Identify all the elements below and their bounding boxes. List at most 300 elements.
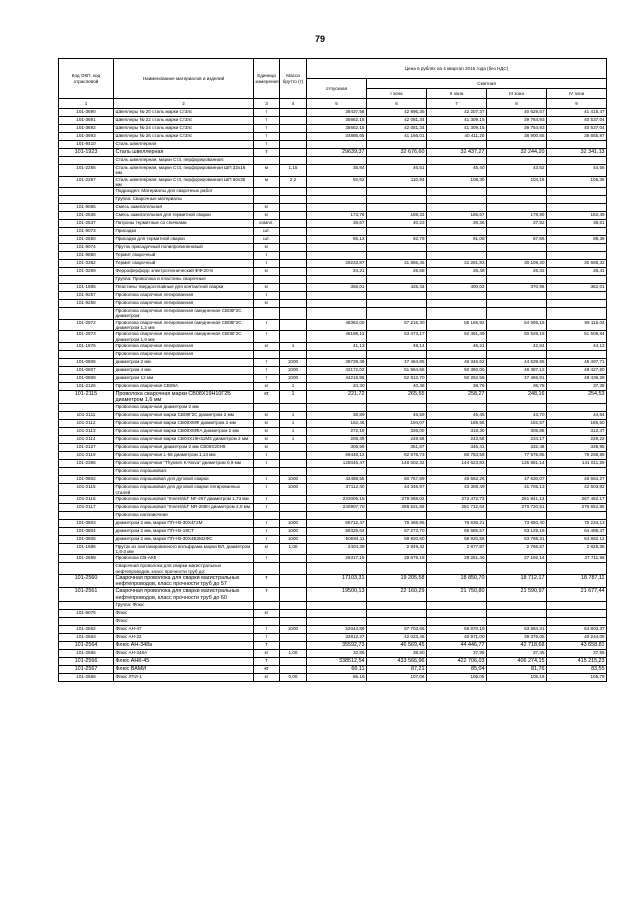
row-mass (280, 236, 307, 244)
row-name: Проволока сварочная марки СВ08Х19Н10Г2Б диаметром 1,6 мм (114, 390, 254, 403)
row-zone-4-price (547, 350, 607, 358)
row-zone-3-price: 73 650,40 (487, 519, 547, 527)
row-unit: кг (254, 382, 280, 390)
row-zone-3-price: 81,76 (487, 665, 547, 673)
table-row (59, 149, 607, 157)
row-unit: т (254, 555, 280, 563)
row-mass (280, 300, 307, 308)
row-name: Подраздел: Материалы для сварочных работ (114, 188, 254, 196)
row-release-price: 272,19 (307, 428, 367, 436)
row-code: 101-2537 (59, 220, 114, 228)
row-zone-1-price: 44 346,97 (367, 484, 427, 496)
row-name: Группа: Флюс (114, 601, 254, 609)
table-row (59, 503, 607, 511)
row-zone-4-price: 48 654,27 (547, 476, 607, 484)
row-name: Флюс АН-348а (114, 641, 254, 649)
table-row (59, 176, 607, 188)
row-zone-1-price (367, 204, 427, 212)
row-release-price: 45198,13 (307, 331, 367, 343)
row-code: 101-1876 (59, 342, 114, 350)
row-zone-1-price (367, 196, 427, 204)
row-code: 101-9880 (59, 252, 114, 260)
row-release-price: 29639,37 (307, 149, 367, 157)
row-zone-4-price: 27 711,96 (547, 555, 607, 563)
table-row (59, 625, 607, 633)
row-release-price (307, 308, 367, 320)
row-name: диаметром 4 мм (114, 366, 254, 374)
row-release-price (307, 468, 367, 476)
row-zone-2-price: 28 251,46 (427, 555, 487, 563)
row-mass (280, 511, 307, 519)
row-mass (280, 157, 307, 165)
row-zone-2-price: 42 207,37 (427, 109, 487, 117)
header-name: Наименование материалов и изделий (114, 59, 254, 99)
table-row (59, 601, 607, 609)
row-zone-3-price: 43,70 (487, 412, 547, 420)
row-zone-3-price: 43,52 (487, 165, 547, 177)
row-unit: шт. (254, 228, 280, 236)
row-release-price: 34886,65 (307, 133, 367, 141)
table-row (59, 665, 607, 673)
row-name: Проволока сварочная СВ08А (114, 382, 254, 390)
row-zone-1-price: 249,58 (367, 436, 427, 444)
row-name: Смесь зажигательная для термитной сварки (114, 212, 254, 220)
row-unit: т (254, 117, 280, 125)
row-code: 101-2111 (59, 412, 114, 420)
row-code: 101-2366 (59, 460, 114, 468)
row-name: Флюс: (114, 617, 254, 625)
row-zone-2-price (427, 204, 487, 212)
row-zone-4-price: 32 341,13 (547, 149, 607, 157)
row-unit: кг (254, 300, 280, 308)
row-code: 101-2973 (59, 331, 114, 343)
row-unit: кг (254, 420, 280, 428)
row-zone-3-price: 38 900,55 (487, 133, 547, 141)
row-zone-2-price: 345,41 (427, 444, 487, 452)
row-zone-4-price (547, 157, 607, 165)
row-code: 101-2550 (59, 236, 114, 244)
row-zone-1-price (367, 609, 427, 617)
header-zone-4: IV зона (547, 89, 607, 99)
row-zone-4-price: 105,79 (547, 673, 607, 681)
row-unit: кг (254, 436, 280, 444)
row-code: 101-1586 (59, 543, 114, 555)
row-release-price (307, 511, 367, 519)
row-name: Проволока порошковая: (114, 468, 254, 476)
row-unit: кг (254, 543, 280, 555)
row-zone-2-price: 43 308,49 (427, 484, 487, 496)
row-release-price: 162,46 (307, 420, 367, 428)
row-zone-3-price (487, 196, 547, 204)
row-zone-2-price: 46,21 (427, 342, 487, 350)
row-code: 101-2561 (59, 588, 114, 601)
row-zone-1-price (367, 511, 427, 519)
row-name: Проволока сварочная марки СВ08ХМФ диаметром 2 мм (114, 420, 254, 428)
row-code: 101-2564 (59, 641, 114, 649)
table-row (59, 276, 607, 284)
row-code: 101-1885 (59, 284, 114, 292)
row-code: 101-3690 (59, 109, 114, 117)
header-price-group: Цена в рублях на 4 квартал 2015 года (без НДС) (307, 59, 607, 79)
row-release-price: 19500,13 (307, 588, 367, 601)
row-name: диаметром 2 мм, марки ПП-Нп-30Х4В2М2ФС (114, 535, 254, 543)
row-name: Проволока сварочная легированная (114, 292, 254, 300)
table-row (59, 574, 607, 587)
row-name: Проволока порошковая "Innershld" NR-208H диаметром 2,0 мм (114, 503, 254, 511)
row-code: 101-2115 (59, 390, 114, 403)
row-release-price: 356,01 (307, 284, 367, 292)
row-release-price: 92,62 (307, 176, 367, 188)
row-release-price (307, 404, 367, 412)
row-code (59, 350, 114, 358)
row-mass: 1 (280, 436, 307, 444)
row-zone-2-price: 55 166,92 (427, 319, 487, 331)
row-zone-4-price: 42 603,82 (547, 484, 607, 496)
column-number: 7 (427, 99, 487, 109)
row-name: Проволока сварочная диаметром 2 мм (114, 404, 254, 412)
row-zone-2-price: 422 706,03 (427, 657, 487, 665)
row-zone-1-price: 433 566,96 (367, 657, 427, 665)
table-row (59, 292, 607, 300)
row-zone-4-price: 40 537,04 (547, 117, 607, 125)
row-zone-2-price: 58 920,58 (427, 535, 487, 543)
row-zone-4-price: 276 552,85 (547, 503, 607, 511)
row-release-price (307, 609, 367, 617)
row-code: 101-0804 (59, 527, 114, 535)
table-row (59, 308, 607, 320)
row-zone-4-price (547, 228, 607, 236)
column-number: 9 (547, 99, 607, 109)
row-zone-2-price (427, 157, 487, 165)
row-name: Флюс ЛТИ-1 (114, 673, 254, 681)
row-code: 101-9258 (59, 300, 114, 308)
table-row (59, 165, 607, 177)
row-name: Пластины твердосплавные для контактной сварки (114, 284, 254, 292)
row-zone-1-price: 107,06 (367, 673, 427, 681)
row-zone-3-price: 234,17 (487, 436, 547, 444)
row-name: Группа: Проволока и пластины сварочные (114, 276, 254, 284)
row-zone-4-price: 239,22 (547, 436, 607, 444)
row-name: Сталь швеллерная, марки Ст3, перфорированная ШП 60х35 мм (114, 176, 254, 188)
table-row (59, 374, 607, 382)
row-code: 101-2114 (59, 436, 114, 444)
row-zone-2-price: 45,45 (427, 412, 487, 420)
row-name: Сталь швеллерная (114, 149, 254, 157)
row-zone-2-price: 281 712,64 (427, 503, 487, 511)
row-code (59, 196, 114, 204)
row-release-price: 42498,55 (307, 476, 367, 484)
row-zone-3-price (487, 350, 547, 358)
table-row (59, 428, 607, 436)
row-zone-4-price: 39 655,87 (547, 133, 607, 141)
row-mass (280, 468, 307, 476)
row-unit (254, 157, 280, 165)
row-zone-3-price: 135 881,14 (487, 460, 547, 468)
row-mass (280, 260, 307, 268)
row-name: Проволока сварочная "Thyssen K-Nova" диаметром 0,9 мм (114, 460, 254, 468)
row-zone-1-price: 53 473,17 (367, 331, 427, 343)
row-mass (280, 503, 307, 511)
row-name: Проволока сварочная L-56 диаметром 1,14 мм (114, 452, 254, 460)
row-name: Швеллеры № 26 сталь марки Ст3пс (114, 133, 254, 141)
row-zone-2-price (427, 228, 487, 236)
row-code (59, 404, 114, 412)
row-release-price: 85,12 (307, 236, 367, 244)
row-name: Швеллеры № 24 сталь марки Ст3пс (114, 125, 254, 133)
row-zone-1-price: 59 820,50 (367, 535, 427, 543)
row-zone-3-price (487, 276, 547, 284)
row-zone-1-price: 194,07 (367, 420, 427, 428)
row-zone-1-price: 42 896,35 (367, 109, 427, 117)
header-zone-2: II зона (427, 89, 487, 99)
row-name: диаметром 2 мм, марки ПП-Нп-30Х4Г2М (114, 519, 254, 527)
row-mass (280, 188, 307, 196)
row-zone-3-price (487, 601, 547, 609)
row-zone-2-price: 41 309,15 (427, 117, 487, 125)
table-row (59, 109, 607, 117)
header-zone-1: I зона (367, 89, 427, 99)
table-row (59, 382, 607, 390)
row-zone-1-price: 148 002,32 (367, 460, 427, 468)
row-release-price (307, 196, 367, 204)
row-release-price: 36,67 (307, 220, 367, 228)
table-row (59, 268, 607, 276)
row-zone-4-price (547, 300, 607, 308)
row-unit: т (254, 535, 280, 543)
row-code (59, 617, 114, 625)
row-zone-4-price: 312,47 (547, 428, 607, 436)
row-unit (254, 601, 280, 609)
row-zone-4-price: 182,49 (547, 212, 607, 220)
row-unit: т (254, 125, 280, 133)
row-zone-3-price (487, 228, 547, 236)
row-zone-3-price: 53 765,31 (487, 535, 547, 543)
row-zone-2-price: 50 350,06 (427, 366, 487, 374)
row-mass: 1000 (280, 625, 307, 633)
row-unit: т (254, 641, 280, 649)
row-name: Проволока сварочная легированная омедненная СВ08Г2С диаметром 1,2 мм (114, 319, 254, 331)
row-zone-1-price: 2 949,42 (367, 543, 427, 555)
row-name: Проволока порошковая для дуговой сварки (114, 476, 254, 484)
row-zone-4-price (547, 196, 607, 204)
row-zone-4-price: 75 234,13 (547, 519, 607, 527)
column-number: 4 (280, 99, 307, 109)
row-release-price: 306,99 (307, 444, 367, 452)
row-zone-4-price: 267 482,17 (547, 495, 607, 503)
row-zone-3-price: 37,45 (487, 649, 547, 657)
row-mass (280, 555, 307, 563)
table-row (59, 495, 607, 503)
row-zone-4-price: 43 658,81 (547, 641, 607, 649)
row-unit: м (254, 176, 280, 188)
row-zone-3-price (487, 617, 547, 625)
row-release-price (307, 300, 367, 308)
table-row (59, 358, 607, 366)
row-zone-1-price (367, 617, 427, 625)
row-release-price: 56325,64 (307, 527, 367, 535)
row-unit (254, 276, 280, 284)
row-name: Пруток присадочный полипропиленовый (114, 244, 254, 252)
row-zone-1-price (367, 308, 427, 320)
row-zone-3-price (487, 563, 547, 575)
row-unit: кг (254, 284, 280, 292)
row-name: Сварочная проволока для сварки магистральных нефтепроводов, класс прочности труб до: (114, 563, 254, 575)
row-release-price: 208,39 (307, 436, 367, 444)
row-code: 101-2562 (59, 625, 114, 633)
row-unit: кг (254, 342, 280, 350)
row-zone-1-price: 40,23 (367, 220, 427, 228)
row-release-price: 24,21 (307, 268, 367, 276)
row-release-price (307, 601, 367, 609)
row-zone-2-price: 39,36 (427, 220, 487, 228)
table-row (59, 436, 607, 444)
row-mass: 1000 (280, 527, 307, 535)
column-number: 6 (367, 99, 427, 109)
table-row (59, 228, 607, 236)
row-zone-3-price: 332,48 (487, 444, 547, 452)
table-row (59, 484, 607, 496)
row-zone-3-price (487, 252, 547, 260)
table-row (59, 141, 607, 149)
row-unit: т (254, 260, 280, 268)
row-zone-1-price: 57 216,30 (367, 319, 427, 331)
price-table-body (59, 109, 607, 682)
row-mass (280, 452, 307, 460)
row-zone-2-price: 46 346,62 (427, 358, 487, 366)
row-release-price: 173,76 (307, 212, 367, 220)
row-zone-1-price (367, 276, 427, 284)
table-row (59, 555, 607, 563)
row-zone-3-price: 30 109,30 (487, 260, 547, 268)
row-zone-2-price (427, 617, 487, 625)
row-mass (280, 601, 307, 609)
row-unit: кг (254, 444, 280, 452)
row-mass: 1,00 (280, 649, 307, 657)
row-zone-2-price: 318,30 (427, 428, 487, 436)
row-release-price (307, 563, 367, 575)
row-unit: компл. (254, 220, 280, 228)
row-name: Сталь швеллерная, марки Ст3, перфорированная ШП 32х16 мм (114, 165, 254, 177)
row-code: 101-9410 (59, 141, 114, 149)
row-zone-2-price: 80 783,58 (427, 452, 487, 460)
row-zone-3-price: 39 764,93 (487, 125, 547, 133)
row-zone-1-price: 26,68 (367, 268, 427, 276)
row-zone-2-price: 50 252,58 (427, 374, 487, 382)
row-zone-2-price (427, 141, 487, 149)
row-zone-4-price: 48 436,28 (547, 374, 607, 382)
row-zone-1-price: 46,59 (367, 412, 427, 420)
row-zone-3-price: 77 575,85 (487, 452, 547, 460)
row-name: Флюс ВАМИ (114, 665, 254, 673)
column-number: 5 (307, 99, 367, 109)
row-zone-2-price: 40 971,00 (427, 633, 487, 641)
price-table (58, 58, 607, 682)
row-unit: м (254, 165, 280, 177)
row-zone-3-price: 270 720,51 (487, 503, 547, 511)
table-row (59, 617, 607, 625)
row-mass: 1,00 (280, 543, 307, 555)
row-zone-3-price: 32 244,20 (487, 149, 547, 157)
row-zone-1-price (367, 157, 427, 165)
row-unit: т (254, 657, 280, 665)
row-zone-3-price: 37,82 (487, 220, 547, 228)
row-code (59, 308, 114, 320)
row-name: Швеллеры № 22 сталь марки Ст3пс (114, 117, 254, 125)
row-zone-1-price: 288 531,59 (367, 503, 427, 511)
row-zone-4-price: 54 862,12 (547, 535, 607, 543)
row-zone-2-price (427, 468, 487, 476)
row-zone-4-price (547, 404, 607, 412)
row-code: 101-1923 (59, 149, 114, 157)
row-name: Группа: Сварочные материалы (114, 196, 254, 204)
table-row (59, 236, 607, 244)
row-zone-1-price: 92,78 (367, 236, 427, 244)
row-zone-3-price: 26,32 (487, 268, 547, 276)
row-unit: шт. (254, 236, 280, 244)
row-zone-4-price (547, 252, 607, 260)
row-zone-4-price: 18 787,11 (547, 574, 607, 587)
row-zone-2-price: 49 562,26 (427, 476, 487, 484)
row-name: Флюс АН-22 (114, 633, 254, 641)
row-zone-2-price: 31 281,83 (427, 260, 487, 268)
table-row (59, 633, 607, 641)
row-name: Проволока сварочная диаметром 2 мм СВ08Х20Н9 (114, 444, 254, 452)
row-zone-1-price (367, 228, 427, 236)
row-zone-1-price: 42 081,34 (367, 125, 427, 133)
row-zone-4-price: 30 688,32 (547, 260, 607, 268)
row-zone-4-price: 44,64 (547, 412, 607, 420)
row-unit: кг (254, 212, 280, 220)
row-release-price: 52044,89 (307, 625, 367, 633)
row-zone-4-price: 44,13 (547, 342, 607, 350)
row-name: Проволока сварочная марки СВ08ХМФА диаметром 2 мм (114, 428, 254, 436)
row-zone-3-price: 21 590,97 (487, 588, 547, 601)
row-code (59, 563, 114, 575)
column-number: 8 (487, 99, 547, 109)
row-release-price: 125046,47 (307, 460, 367, 468)
row-release-price (307, 276, 367, 284)
row-mass (280, 149, 307, 157)
row-code: 101-9257 (59, 292, 114, 300)
row-unit: кг (254, 665, 280, 673)
table-row (59, 468, 607, 476)
row-zone-4-price (547, 511, 607, 519)
table-row (59, 204, 607, 212)
row-zone-2-price (427, 276, 487, 284)
row-name: Присадки (114, 228, 254, 236)
row-code: 101-2115 (59, 484, 114, 496)
row-mass: 2,2 (280, 176, 307, 188)
row-code: 101-3692 (59, 125, 114, 133)
row-release-price: 44216,88 (307, 374, 367, 382)
row-unit (254, 404, 280, 412)
row-unit: т (254, 149, 280, 157)
row-unit: т (254, 109, 280, 117)
row-mass (280, 331, 307, 343)
row-code: 101-2119 (59, 452, 114, 460)
row-zone-3-price: 54 065,15 (487, 319, 547, 331)
row-zone-3-price: 39 376,05 (487, 633, 547, 641)
row-code: 101-2563 (59, 633, 114, 641)
row-mass (280, 141, 307, 149)
header-unit: Единица измерения (254, 59, 280, 99)
row-zone-1-price (367, 300, 427, 308)
row-zone-4-price (547, 141, 607, 149)
row-zone-4-price (547, 188, 607, 196)
row-zone-3-price (487, 188, 547, 196)
row-mass: 1000 (280, 374, 307, 382)
row-zone-2-price: 85,04 (427, 665, 487, 673)
